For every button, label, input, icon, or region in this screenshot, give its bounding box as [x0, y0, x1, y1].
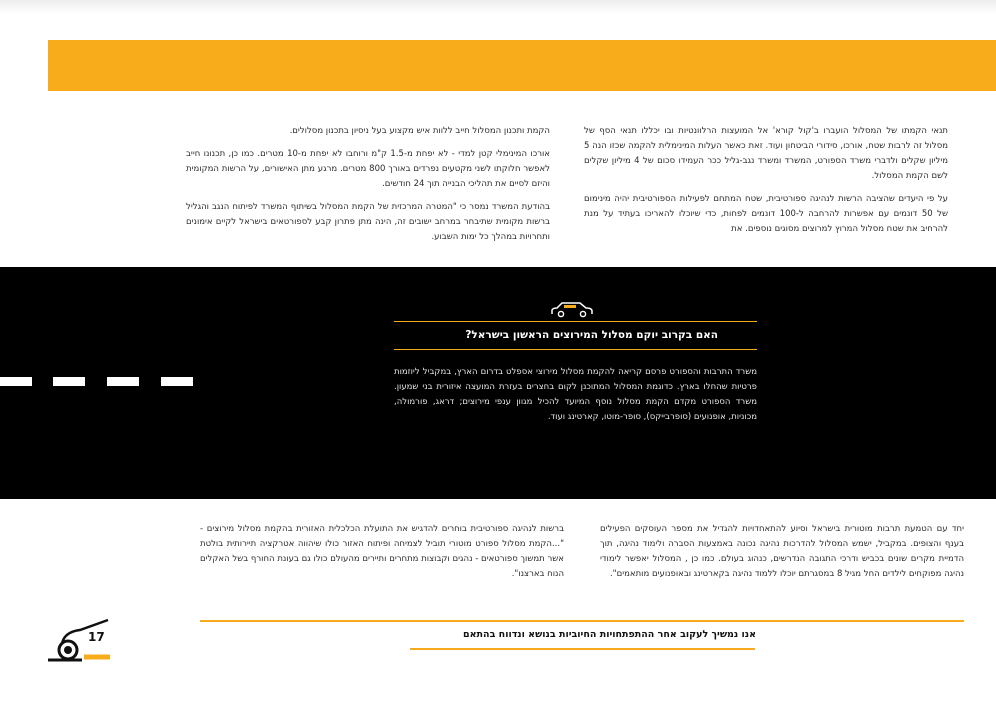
header-band — [48, 40, 996, 91]
road-dash — [53, 377, 85, 386]
article-column-top-right — [584, 124, 948, 245]
paragraph: בהודעת המשרד נמסר כי "המטרה המרכזית של הקמת המסלול בשיתוף המשרד לפיתוח הנגב והגליל ברשות מקומית שתיבחר במרחב ישובים זה, הינה מתן פתרון קבע לספורטאים בישראל לקיים אימונים ותחרויות במהלך כל ימות השבוע. — [186, 202, 550, 242]
paragraph: על פי היעדים שהציבה הרשות לנהיגה ספורטיבית, שטח המתחם לפעילות הספורטיבית יהיה מינימום של 50 דונמים עם אפשרות להרחבה ל-100 דונמים לפחות, כדי שיוכלו להאריכו בעתיד על מנת להרחיב את שטח מסלול המרוץ למרוצים מסוגים נוספים. את — [584, 194, 948, 234]
paragraph: ברשות לנהיגה ספורטיבית בוחרים להדגיש את התועלת הכלכלית האזורית בהקמת מסלול מירוצים - "...הקמת מסלול ספורט מוטורי תוביל לצמיחה ופיתוח האזור כולו שיהווה אטרקציה תיירותית בולטת אשר תמשוך ספורטאים - נהגים וקבוצות מתחרים ותיירים מהעולם כולו גם בעונת החורף בשל האקלים הנוח בארצנו". — [200, 524, 564, 579]
footer-note: אנו נמשיך לעקוב אחר ההתפתחויות החיוביות בנושא ונדווח בהתאם — [463, 629, 756, 640]
paragraph: הקמת ותכנון המסלול חייב ללוות איש מקצוע בעל ניסיון בתכנון מסלולים. — [289, 126, 550, 136]
page-top-shadow — [0, 0, 996, 14]
footer-rule — [200, 620, 964, 622]
highlight-box — [0, 267, 996, 499]
paragraph: אורכו המינימלי קטן למדי - לא יפחת מ-1.5 ק"מ ורוחבו לא יפחת מ-10 מטרים. כמו כן, תכנונו חייב לאפשר חלוקתו לשני מקטעים נפרדים באורך 800 מטרים. מרגע מתן האישורים, על הרשות המקומית והיזם לסיים את תהליכי הבנייה תוך 24 חודשים. — [186, 149, 550, 189]
box-title: האם בקרוב יוקם מסלול המירוצים הראשון בישראל? — [465, 329, 718, 341]
road-dash — [0, 377, 32, 386]
paragraph: יחד עם הטמעת תרבות מוטורית בישראל וסיוע להתאחדויות להגדיל את מספר העוסקים הפעילים בענף והצופים. במקביל, ישמש המסלול להדרכות נהיגה נכונה באמצעות הסברה ולימוד נהיגה, תוך הדמיית מקרים שונים בכביש ודרכי התגובה הנדרשים, כנהוג בעולם. כמו כן , המסלול יאפשר לימודי נהיגה מפוקחים לילדים החל מגיל 8 במסגרתם יוכלו ללמוד נהיגה בקארטינג ובאופנועים מותאמים". — [600, 524, 964, 579]
road-dash — [161, 377, 193, 386]
article-column-bottom-left — [200, 522, 564, 590]
footer-rule — [410, 648, 755, 650]
road-dash — [107, 377, 139, 386]
article-column-top-left — [186, 124, 550, 253]
box-text: משרד התרבות והספורט פרסם קריאה להקמת מסלול מירוצי אספלט בדרום הארץ, במקביל ליוזמות פרטיות שהחלו בארץ. כדוגמת המסלול המתוכנן לקום בחצרים בעזרת המועצה איזורית בני שמעון. משרד הספורט מקדם הקמת מסלול נוסף המיועד להכיל מגוון ענפי מירוצים; דראג, פורמולה, מכוניות, אופנועים (סופרבייקס), סופר-מוטו, קארטינג ועוד. — [394, 367, 757, 422]
box-title-rule — [394, 321, 757, 322]
box-title-rule — [394, 349, 757, 350]
car-icon — [550, 300, 594, 318]
paragraph: תנאי הקמתו של המסלול הועברו ב'קול קורא' אל המועצות הרלוונטיות ובו יכללו תנאי הסף של מסלול זה לרבות שטח, אורכו, סידורי הביטחון ועוד. זאת כאשר העלות המינימלית להקמה שכזו הנה 5 מיליון שקלים ולדברי משרד הספורט, המשרד ומשרד נגב-גליל ככר העמידו סכום של 4 מיליון שקלים לשם הקמת המסלול. — [584, 126, 948, 181]
page-number: 17 — [88, 630, 105, 644]
article-column-bottom-right — [600, 522, 964, 590]
